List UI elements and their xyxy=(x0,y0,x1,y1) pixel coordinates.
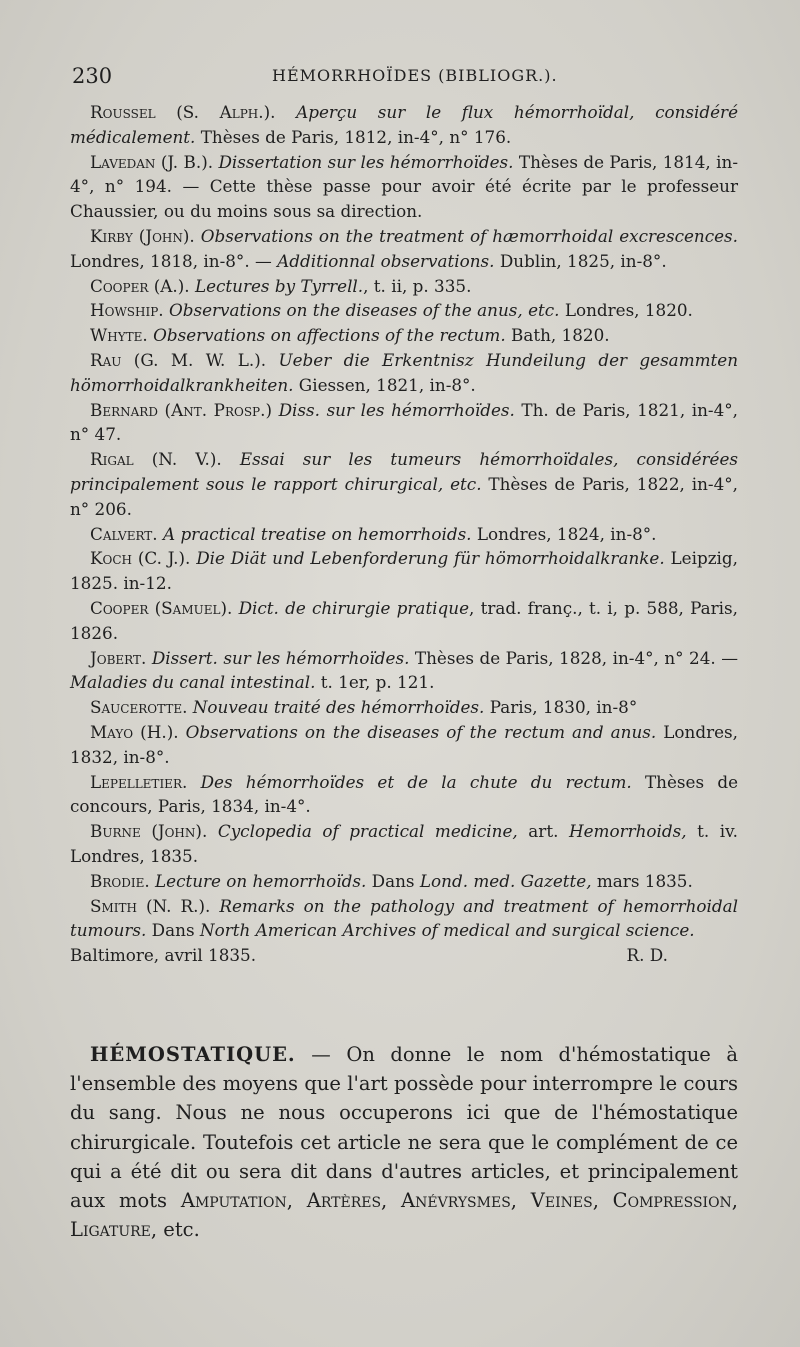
bibliography-entry xyxy=(70,100,738,150)
entry-title-secondary: Maladies du canal intestinal. xyxy=(70,672,316,693)
entry-details: Londres, 1820. xyxy=(559,300,693,321)
entry-details: , t. ii, p. 335. xyxy=(363,275,472,296)
bibliography-entry xyxy=(70,348,738,398)
entry-details: Thèses de Paris, 1814, in-4°, n° 194. — Cette thèse passe pour avoir été écrite par le professeur Chaussier, ou du moins sous sa direction. xyxy=(70,151,738,222)
bibliography-entry xyxy=(70,298,738,323)
bibliography-entry xyxy=(70,224,738,274)
bibliography-entry xyxy=(70,447,738,521)
entry-details: Bath, 1820. xyxy=(505,325,610,346)
entry-details: Thèses de concours, Paris, 1834, in-4°. xyxy=(70,771,738,817)
signature-place-date: Baltimore, avril 1835. xyxy=(70,945,257,966)
bibliography-entry xyxy=(70,150,738,224)
entry-title: Observations on the diseases of the anus, etc. xyxy=(168,300,560,321)
bibliography-entry xyxy=(70,274,738,299)
entry-author: Bernard (Ant. Prosp.) xyxy=(90,399,279,420)
entry-details: art. xyxy=(517,821,569,842)
entry-title: Des hémorrhoïdes et de la chute du rectum. xyxy=(200,771,632,792)
signature-line xyxy=(70,943,738,968)
bibliography-entry xyxy=(70,695,738,720)
entry-details: Thèses de Paris, 1812, in-4°, n° 176. xyxy=(195,126,512,147)
entry-title: Cyclopedia of practical medicine, xyxy=(217,821,518,842)
entry-author: Lepelletier. xyxy=(90,771,201,792)
entry-details-secondary: Dublin, 1825, in-8°. xyxy=(494,250,667,271)
entry-title-secondary: Lond. med. Gazette, xyxy=(419,870,592,891)
entry-author: Rigal (N. V.). xyxy=(90,449,240,470)
running-title: HÉMORRHOÏDES (BIBLIOGR.). xyxy=(272,66,558,85)
bibliography-entry xyxy=(70,894,738,944)
entry-title: Lecture on hemorrhoïds. xyxy=(155,870,367,891)
entry-title: Dissert. sur les hémorrhoïdes. xyxy=(151,647,410,668)
entry-details: , trad. franç., t. i, p. 588, Paris, 1826. xyxy=(70,597,738,643)
page-number: 230 xyxy=(72,64,113,88)
entry-details: Th. de Paris, 1821, in-4°, n° 47. xyxy=(70,399,738,445)
entry-author: Brodie. xyxy=(90,870,155,891)
bibliography-entry xyxy=(70,720,738,770)
entry-title: Observations on the treatment of hæmorrhoidal excrescences. xyxy=(200,225,738,246)
bibliography-entry xyxy=(70,869,738,894)
entry-title: Die Diät und Lebenforderung für hömorrhoidalkranke. xyxy=(196,548,665,569)
article-paragraph xyxy=(70,1040,738,1244)
entry-details-secondary: t. 1er, p. 121. xyxy=(315,672,435,693)
bibliography-entry xyxy=(70,770,738,820)
entry-author: Calvert. xyxy=(90,523,163,544)
entry-author: Saucerotte. xyxy=(90,697,193,718)
entry-author: Lavedan (J. B.). xyxy=(90,151,219,172)
entry-title: Observations on the diseases of the rectum and anus. xyxy=(185,721,657,742)
entry-author: Cooper (Samuel). xyxy=(90,597,239,618)
article-cross-references: Amputation, Artères, Anévrysmes, Veines, Compression, Ligature xyxy=(70,1189,738,1242)
entry-author: Whyte. xyxy=(90,325,154,346)
entry-author: Jobert. xyxy=(90,647,152,668)
entry-details: Dans xyxy=(146,920,200,941)
entry-title: Aperçu sur le flux hémorrhoïdal, considéré médicalement. xyxy=(70,102,738,147)
entry-details: Thèses de Paris, 1822, in-4°, n° 206. xyxy=(70,473,738,519)
entry-details: Giessen, 1821, in-8°. xyxy=(293,374,476,395)
bibliography-entry xyxy=(70,522,738,547)
bibliography-list xyxy=(70,100,738,968)
entry-title: Lectures by Tyrrell. xyxy=(194,275,364,296)
entry-author: Kirby (John). xyxy=(90,225,201,246)
entry-title: Remarks on the pathology and treatment of hemorrhoidal tumours. xyxy=(70,895,739,941)
entry-author: Koch (C. J.). xyxy=(90,548,197,569)
article-headword: HÉMOSTATIQUE. xyxy=(90,1043,296,1066)
entry-author: Rau (G. M. W. L.). xyxy=(90,349,279,370)
entry-details: Paris, 1830, in-8° xyxy=(484,697,638,718)
signature-initials: R. D. xyxy=(626,945,668,966)
entry-title-secondary: North American Archives of medical and surgical science. xyxy=(199,920,695,941)
entry-details: Londres, 1832, in-8°. xyxy=(70,721,738,767)
entry-author: Mayo (H.). xyxy=(90,721,186,742)
entry-details-secondary: t. iv. Londres, 1835. xyxy=(70,821,738,866)
bibliography-entry xyxy=(70,546,738,596)
entry-title-secondary: Hemorrhoids, xyxy=(568,821,687,842)
entry-title: Ueber die Erkentnisz Hundeilung der gesammten hömorrhoidalkrankheiten. xyxy=(70,349,738,395)
entry-details: Dans xyxy=(366,870,420,891)
entry-details: Londres, 1818, in-8°. — xyxy=(70,250,278,271)
entry-author: Roussel (S. Alph.). xyxy=(90,102,297,122)
entry-title-secondary: Additionnal observations. xyxy=(277,250,495,271)
entry-details-secondary: mars 1835. xyxy=(591,870,693,891)
entry-title: Dict. de chirurgie pratique xyxy=(238,597,470,618)
article-body: — On donne le nom d'hémostatique à l'ensemble des moyens que l'art possède pour interrompre le cours du sang. Nous ne nous occuperons ici que de l'hémostatique chirurgicale. Toutefois cet article ne sera que le complément de ce qui a été dit ou sera dit dans d'autres articles, et principalement aux mots xyxy=(70,1043,738,1213)
bibliography-entry xyxy=(70,819,738,869)
article-end: , etc. xyxy=(150,1218,200,1242)
entry-details: Leipzig, 1825. in-12. xyxy=(70,548,738,594)
entry-author: Cooper (A.). xyxy=(90,275,195,296)
bibliography-entry xyxy=(70,596,738,646)
entry-details: Londres, 1824, in-8°. xyxy=(471,523,657,544)
entry-title: Essai sur les tumeurs hémorrhoïdales, considérées principalement sous le rapport chirurgical, etc. xyxy=(70,449,738,494)
entry-author: Howship. xyxy=(90,300,169,321)
entry-title: Dissertation sur les hémorrhoïdes. xyxy=(218,151,514,172)
entry-author: Smith (N. R.). xyxy=(90,895,220,916)
bibliography-entry xyxy=(70,646,738,696)
article-hemostatique xyxy=(70,1040,738,1244)
bibliography-entry xyxy=(70,398,738,448)
entry-details: Thèses de Paris, 1828, in-4°, n° 24. — xyxy=(409,647,738,668)
entry-title: Nouveau traité des hémorrhoïdes. xyxy=(192,697,485,718)
entry-title: A practical treatise on hemorrhoids. xyxy=(162,523,472,544)
page-header xyxy=(72,62,740,92)
entry-title: Diss. sur les hémorrhoïdes. xyxy=(278,399,515,420)
entry-title: Observations on affections of the rectum. xyxy=(153,325,506,346)
bibliography-entry xyxy=(70,323,738,348)
entry-author: Burne (John). xyxy=(90,821,218,842)
